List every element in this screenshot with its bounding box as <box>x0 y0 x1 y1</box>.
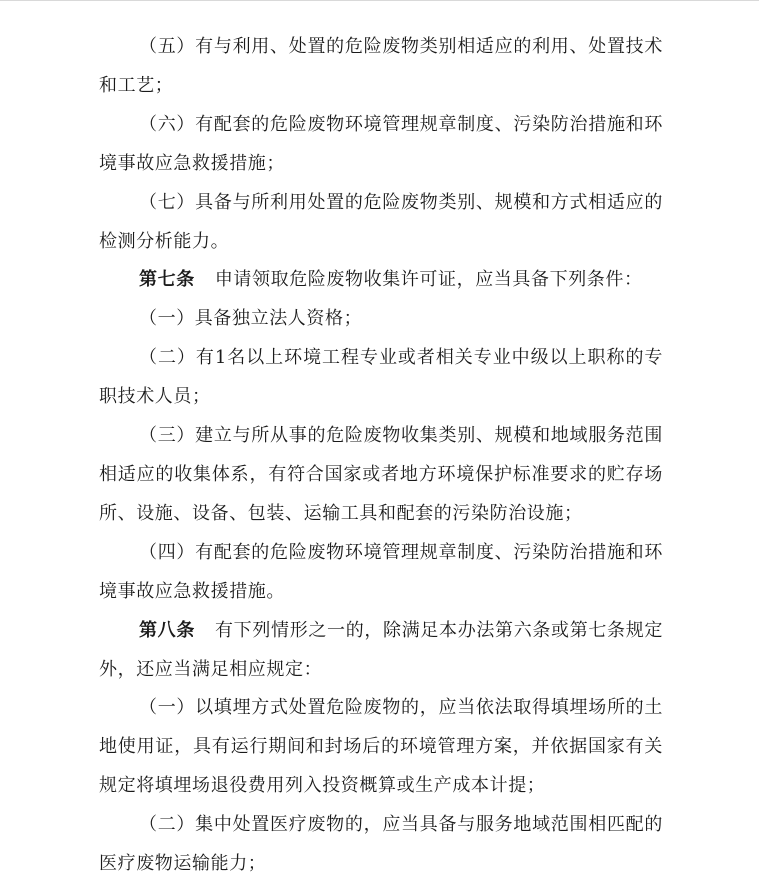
paragraph-item-3 <box>99 417 663 534</box>
article-8 <box>99 612 663 690</box>
paragraph-item-7 <box>99 184 663 262</box>
paragraph-text: （一）以填埋方式处置危险废物的，应当依法取得填埋场所的土地使用证，具有运行期间和封场后的环境管理方案，并依据国家有关规定将填埋场退役费用列入投资概算或生产成本计提； <box>99 697 663 797</box>
paragraph-item-4 <box>99 534 663 612</box>
paragraph-text: （五）有与利用、处置的危险废物类别相适应的利用、处置技术和工艺； <box>99 36 663 96</box>
paragraph-item-6 <box>99 106 663 184</box>
article-heading: 第七条 <box>139 269 195 291</box>
paragraph-text: 申请领取危险废物收集许可证，应当具备下列条件： <box>214 269 643 291</box>
article-7 <box>99 261 663 300</box>
paragraph-item-2 <box>99 339 663 417</box>
paragraph-text: （二）有1名以上环境工程专业或者相关专业中级以上职称的专职技术人员； <box>99 347 663 408</box>
paragraph-item-1 <box>99 689 663 806</box>
paragraph-text: （一）具备独立法人资格； <box>139 308 363 330</box>
paragraph-text: （七）具备与所利用处置的危险废物类别、规模和方式相适应的检测分析能力。 <box>99 191 663 252</box>
paragraph-text: （四）有配套的危险废物环境管理规章制度、污染防治措施和环境事故应急救援措施。 <box>99 541 663 602</box>
paragraph-text: 有下列情形之一的，除满足本办法第六条或第七条规定外，还应当满足相应规定： <box>99 619 663 680</box>
paragraph-item-5 <box>99 28 663 106</box>
paragraph-text: （二）集中处置医疗废物的，应当具备与服务地域范围相匹配的医疗废物运输能力； <box>99 814 663 875</box>
article-heading: 第八条 <box>139 619 196 641</box>
paragraph-text: （六）有配套的危险废物环境管理规章制度、污染防治措施和环境事故应急救援措施； <box>99 113 663 174</box>
paragraph-item-2 <box>99 806 663 884</box>
paragraph-item-1 <box>99 300 663 339</box>
paragraph-text: （三）建立与所从事的危险废物收集类别、规模和地域服务范围相适应的收集体系，有符合国家或者地方环境保护标准要求的贮存场所、设施、设备、包装、运输工具和配套的污染防治设施； <box>99 425 663 524</box>
